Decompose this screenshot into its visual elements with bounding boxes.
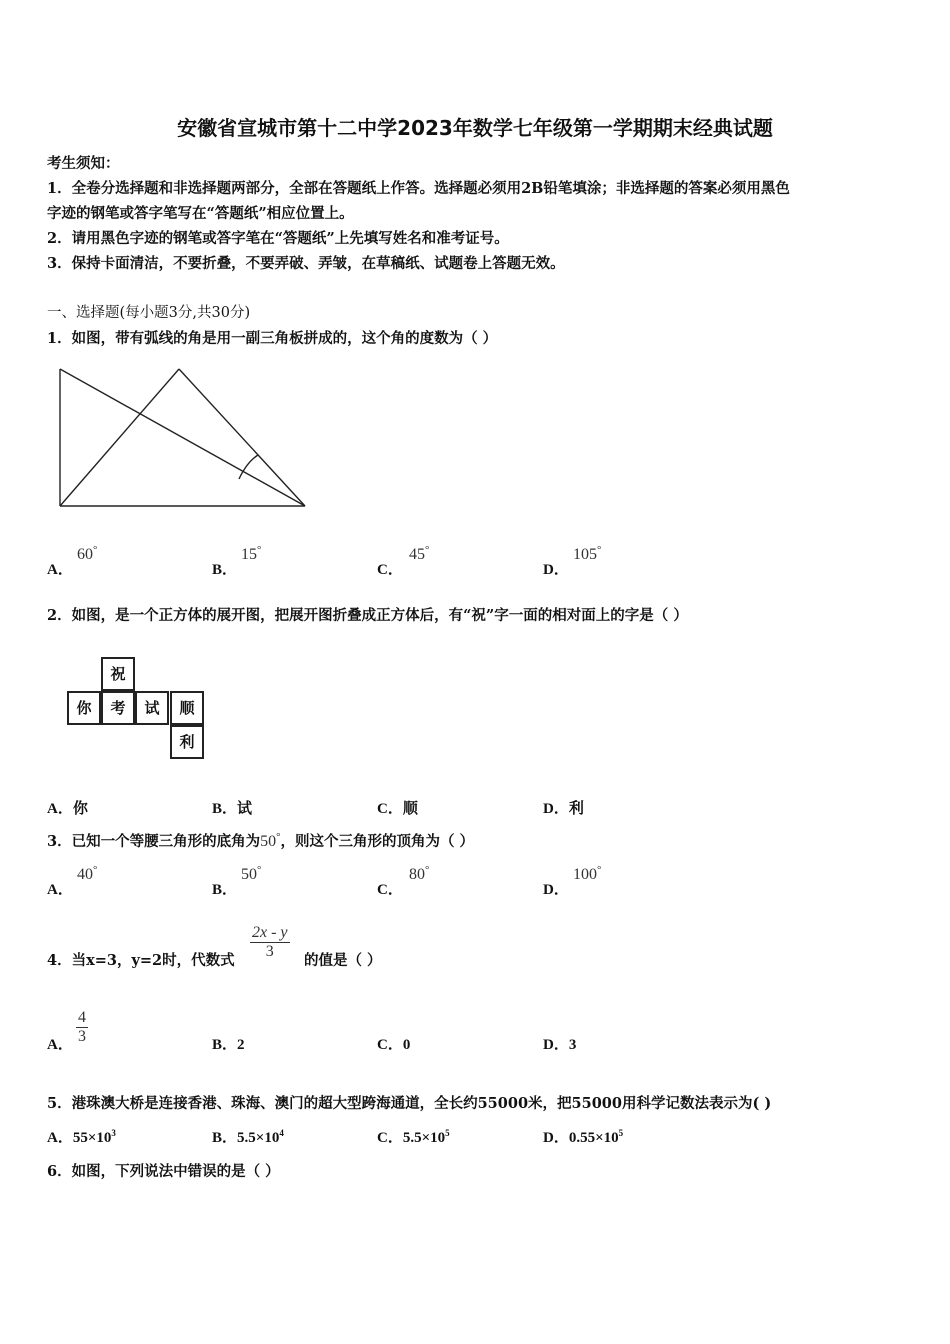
q3-option-b-value: 50° (241, 864, 262, 883)
question-4-text-b: 的值是（ ） (304, 952, 382, 969)
figure-edge (60, 369, 179, 506)
question-1-text: 1．如图，带有弧线的角是用一副三角板拼成的，这个角的度数为（ ） (47, 330, 498, 347)
q1-option-a-value: 60° (77, 544, 98, 563)
cube-face-3: 试 (135, 691, 169, 725)
cube-face-1: 你 (67, 691, 101, 725)
page-title: 安徽省宣城市第十二中学2023年数学七年级第一学期期末经典试题 (177, 116, 773, 140)
cube-face-2: 考 (101, 691, 135, 725)
q5-option-b[interactable]: B．$5.5\times 10^4$ (212, 1128, 284, 1146)
q1-option-b-label[interactable]: B． (212, 562, 238, 578)
notice-line-2: 2．请用黑色字迹的钢笔或答字笔在“答题纸”上先填写姓名和准考证号。 (47, 230, 509, 247)
q5-option-a[interactable]: A．$55\times 10^3$ (47, 1128, 116, 1146)
cube-face-bottom: 利 (170, 725, 204, 759)
q4-option-c[interactable]: C．0 (377, 1037, 411, 1053)
fraction-denominator: 3 (78, 1028, 86, 1045)
q4-option-a-fraction (76, 1009, 88, 1046)
notice-line-1b: 字迹的钢笔或答字笔写在“答题纸”相应位置上。 (47, 205, 354, 222)
question-3-text: 3．已知一个等腰三角形的底角为50°，则这个三角形的顶角为（ ） (47, 831, 475, 850)
q3-option-a-value: 40° (77, 864, 98, 883)
q3-option-a-label[interactable]: A． (47, 882, 73, 898)
q2-option-d[interactable]: D．利 (543, 801, 584, 817)
q4-expression-fraction (250, 924, 290, 961)
q1-option-b-value: 15° (241, 544, 262, 563)
q3-option-d-label[interactable]: D． (543, 882, 569, 898)
fraction-numerator: 4 (78, 1009, 86, 1026)
notice-heading: 考生须知： (47, 155, 120, 172)
q4-option-b[interactable]: B．2 (212, 1037, 245, 1053)
q1-option-d-label[interactable]: D． (543, 562, 569, 578)
q3-option-b-label[interactable]: B． (212, 882, 238, 898)
figure-edge (60, 369, 305, 506)
q4-option-a-label[interactable]: A． (47, 1037, 73, 1053)
q2-option-b[interactable]: B．试 (212, 801, 253, 817)
q1-option-d-value: 105° (573, 544, 602, 563)
question-2-text: 2．如图，是一个正方体的展开图，把展开图折叠成正方体后，有“祝”字一面的相对面上的字是（ ） (47, 607, 688, 624)
notice-line-3: 3．保持卡面清洁，不要折叠，不要弄破、弄皱，在草稿纸、试题卷上答题无效。 (47, 255, 565, 272)
question-4-text-a: 4．当x=3，y=2时，代数式 (47, 952, 235, 969)
notice-line-1: 1．全卷分选择题和非选择题两部分，全部在答题纸上作答。选择题必须用2B铅笔填涂；非选择题的答案必须用黑色 (47, 180, 790, 197)
cube-face-top: 祝 (101, 657, 135, 691)
fraction-numerator: 2x - y (252, 924, 288, 941)
set-square-figure (55, 362, 315, 512)
section-heading: 一、选择题(每小题3分,共30分) (47, 305, 251, 321)
q1-option-c-label[interactable]: C． (377, 562, 403, 578)
q1-option-a-label[interactable]: A． (47, 562, 73, 578)
question-5-text: 5．港珠澳大桥是连接香港、珠海、澳门的超大型跨海通道，全长约55000米，把55000用科学记数法表示为( ) (47, 1095, 772, 1112)
cube-face-4: 顺 (170, 691, 204, 725)
q3-option-c-label[interactable]: C． (377, 882, 403, 898)
q1-option-c-value: 45° (409, 544, 430, 563)
q2-option-c[interactable]: C．顺 (377, 801, 418, 817)
q4-option-d[interactable]: D．3 (543, 1037, 577, 1053)
q3-option-d-value: 100° (573, 864, 602, 883)
q3-option-c-value: 80° (409, 864, 430, 883)
q5-option-d[interactable]: D．$0.55\times 10^5$ (543, 1128, 624, 1146)
question-6-text: 6．如图，下列说法中错误的是（ ） (47, 1163, 280, 1180)
figure-edge (179, 369, 305, 506)
fraction-denominator: 3 (265, 943, 274, 960)
angle-arc (239, 455, 258, 479)
q5-option-c[interactable]: C．$5.5\times 10^5$ (377, 1128, 450, 1146)
q2-option-a[interactable]: A．你 (47, 801, 88, 817)
